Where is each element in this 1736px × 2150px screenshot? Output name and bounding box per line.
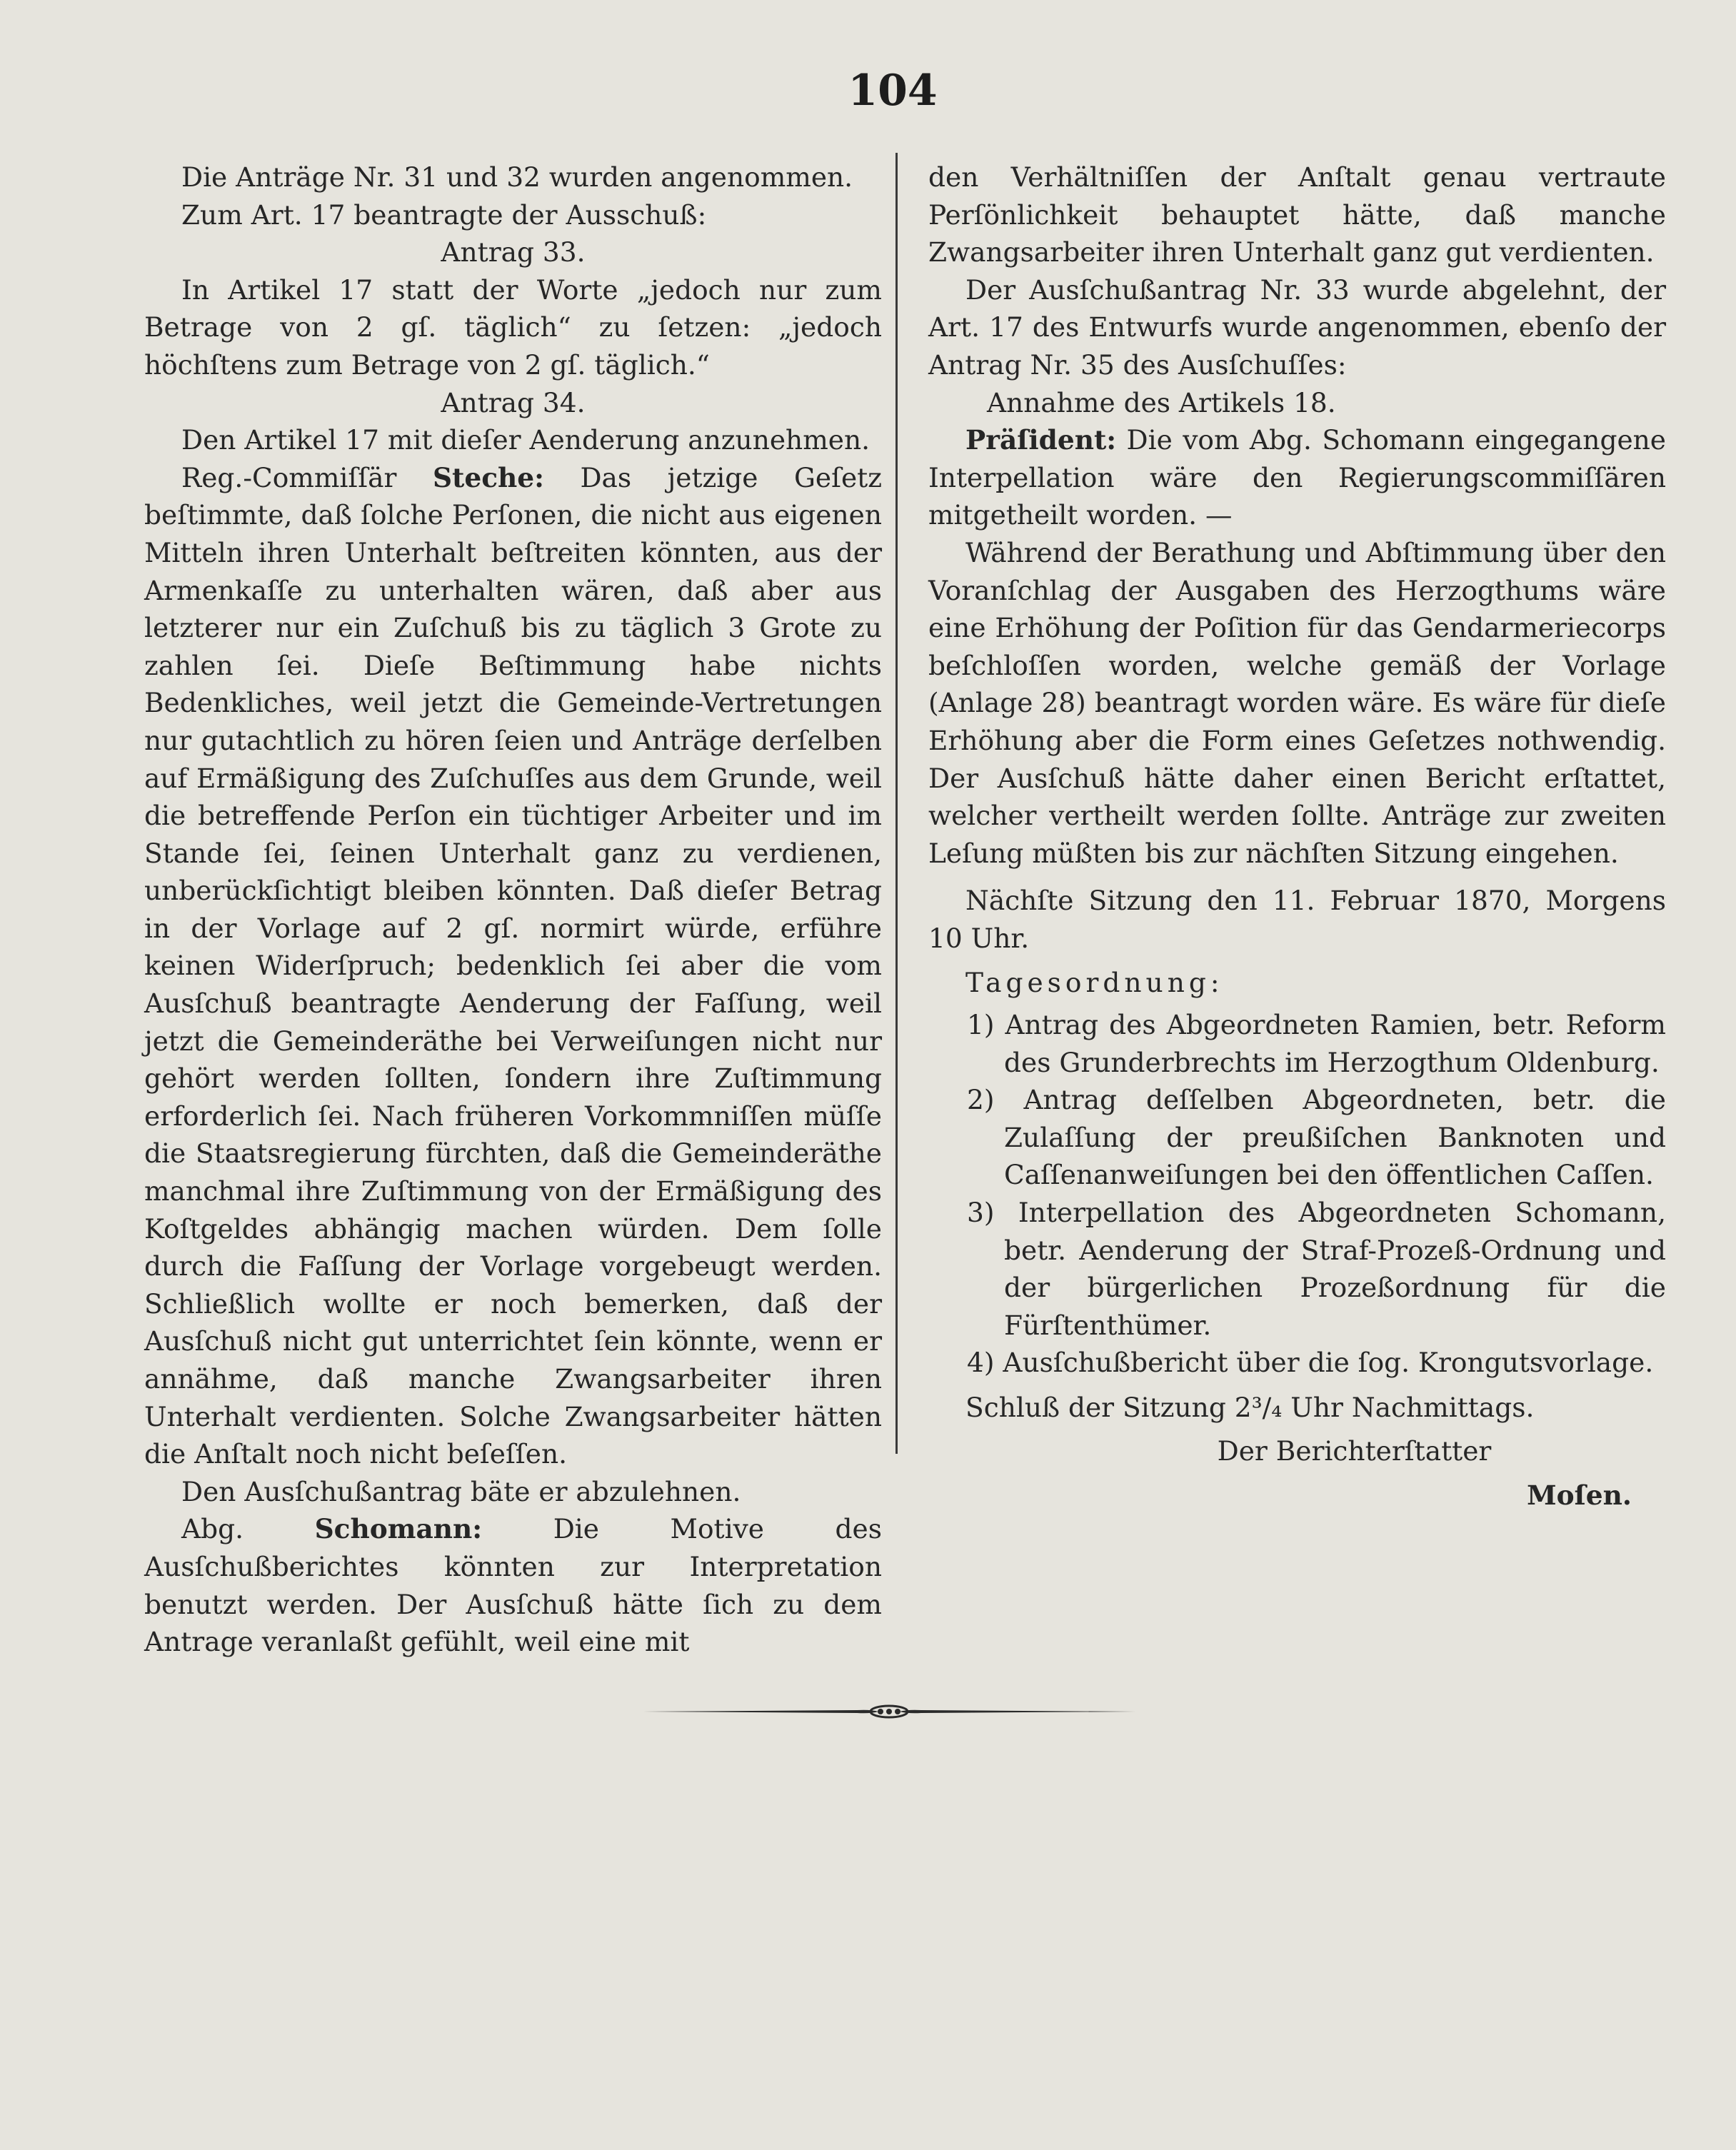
paragraph: Die Anträge Nr. 31 und 32 wurden angenommen. <box>181 161 853 193</box>
agenda-item: 3) Interpellation des Abgeordneten Schomann, betr. Aenderung der Straf-Prozeß-Ordnung und der bürgerlichen Prozeßordnung für die Fürſtenthümer. <box>967 1197 1666 1341</box>
agenda-item: 4) Ausſchußbericht über die ſog. Krongutsvorlage. <box>967 1347 1654 1379</box>
motion-text: Den Artikel 17 mit dieſer Aenderung anzunehmen. <box>181 424 870 456</box>
session-end: Schluß der Sitzung 2³/₄ Uhr Nachmittags. <box>965 1392 1535 1423</box>
motion-heading: Antrag 34. <box>441 386 586 418</box>
decorative-rule <box>643 1701 1135 1722</box>
paragraph: Den Ausſchußantrag bäte er abzulehnen. <box>181 1475 741 1507</box>
agenda-title: Tagesordnung: <box>965 967 1224 999</box>
paragraph: den Verhältniſſen der Anſtalt genau vertraute Perſönlichkeit behauptet hätte, daß manche Zwangsarbeiter ihren Unterhalt ganz gut verdienten. <box>928 161 1666 268</box>
motion-text: In Artikel 17 statt der Worte „jedoch nur zum Betrage von 2 gſ. täglich“ zu ſetzen: „jedoch höchſtens zum Betrage von 2 gſ. täglich.“ <box>144 273 882 381</box>
motion-heading: Antrag 33. <box>441 236 586 268</box>
page-number: 104 <box>848 66 938 116</box>
paragraph: Während der Berathung und Abſtimmung über den Voranſchlag der Ausgaben des Herzogthums wäre eine Erhöhung der Poſition für das Gendarmeriecorps beſchloſſen worden, welche gemäß der Vorlage (Anlage 28) beantragt worden wäre. Es wäre für dieſe Erhöhung aber die Form eines Geſetzes nothwendig. Der Ausſchuß hätte daher einen Bericht erſtattet, welcher vertheilt werden ſollte. Anträge zur zweiten Leſung müßten bis zur nächſten Sitzung eingehen. <box>928 536 1666 869</box>
agenda-list <box>928 1006 1666 1382</box>
paragraph: Annahme des Artikels 18. <box>987 386 1336 418</box>
paragraph: Zum Art. 17 beantragte der Ausschuß: <box>181 199 707 231</box>
speaker-role: Abg. <box>181 1513 315 1545</box>
agenda-item: 2) Antrag deſſelben Abgeordneten, betr. die Zulaſſung der preußiſchen Banknoten und Caſſenanweiſungen bei den öffentlichen Caſſen. <box>967 1084 1666 1191</box>
speech-president <box>928 421 1666 534</box>
paragraph: Der Ausſchußantrag Nr. 33 wurde abgelehnt, der Art. 17 des Entwurfs wurde angenommen, ebenſo der Antrag Nr. 35 des Ausſchuſſes: <box>928 273 1666 381</box>
left-column <box>144 159 882 1661</box>
speech-text: Die Motive des Ausſchußberichtes könnten zur Interpretation benutzt werden. Der Ausſchuß hätte ſich zu dem Antrage veranlaßt gefühlt, weil eine mit <box>144 1513 882 1658</box>
next-session: Nächſte Sitzung den 11. Februar 1870, Morgens 10 Uhr. <box>928 885 1666 954</box>
column-divider <box>895 153 898 1454</box>
speaker-role: Reg.-Commiſſär <box>181 461 433 493</box>
reporter-name: Moſen. <box>1527 1480 1632 1512</box>
speaker-name: Steche: <box>432 461 544 493</box>
speaker-name: Schomann: <box>314 1513 483 1545</box>
right-column <box>928 159 1666 1514</box>
speech-text: Das jetzige Geſetz beſtimmte, daß ſolche Perſonen, die nicht aus eigenen Mitteln ihren Unterhalt beſtreiten könnten, aus der Armenkaſſe zu unterhalten wären, daß aber aus letzterer nur ein Zuſchuß bis zu täglich 3 Grote zu zahlen ſei. Dieſe Beſtimmung habe nichts Bedenkliches, weil jetzt die Gemeinde-Vertretungen nur gutachtlich zu hören ſeien und Anträge derſelben auf Ermäßigung des Zuſchuſſes aus dem Grunde, weil die betreffende Perſon ein tüchtiger Arbeiter und im Stande ſei, ſeinen Unterhalt ganz zu verdienen, unberückſichtigt bleiben könnten. Daß dieſer Betrag in der Vorlage auf 2 gſ. normirt würde, erführe keinen Widerſpruch; bedenklich ſei aber die vom Ausſchuß beantragte Aenderung der Faſſung, weil jetzt die Gemeinderäthe bei Verweiſungen nicht nur gehört werden ſollten, ſondern ihre Zuſtimmung erforderlich ſei. Nach früheren Vorkommniſſen müſſe die Staatsregierung fürchten, daß die Gemeinderäthe manchmal ihre Zuſtimmung von der Ermäßigung des Koſtgeldes abhängig machen würden. Dem ſolle durch die Faſſung der Vorlage vorgebeugt werden. Schließlich wollte er noch bemerken, daß der Ausſchuß nicht gut unterrichtet ſein könnte, wenn er annähme, daß manche Zwangsarbeiter ihren Unterhalt verdienten. Solche Zwangsarbeiter hätten die Anſtalt noch nicht beſeſſen. <box>144 461 882 1470</box>
reporter-label: Der Berichterſtatter <box>1217 1435 1492 1467</box>
speech-text: Die vom Abg. Schomann eingegangene Interpellation wäre den Regierungscommiſſären mitgetheilt worden. — <box>928 424 1666 531</box>
agenda-item: 1) Antrag des Abgeordneten Ramien, betr. Reform des Grunderbrechts im Herzogthum Oldenburg. <box>967 1009 1666 1078</box>
speaker-name: Präſident: <box>965 424 1117 456</box>
speech-steche <box>144 459 882 1473</box>
speech-schomann <box>144 1510 882 1660</box>
